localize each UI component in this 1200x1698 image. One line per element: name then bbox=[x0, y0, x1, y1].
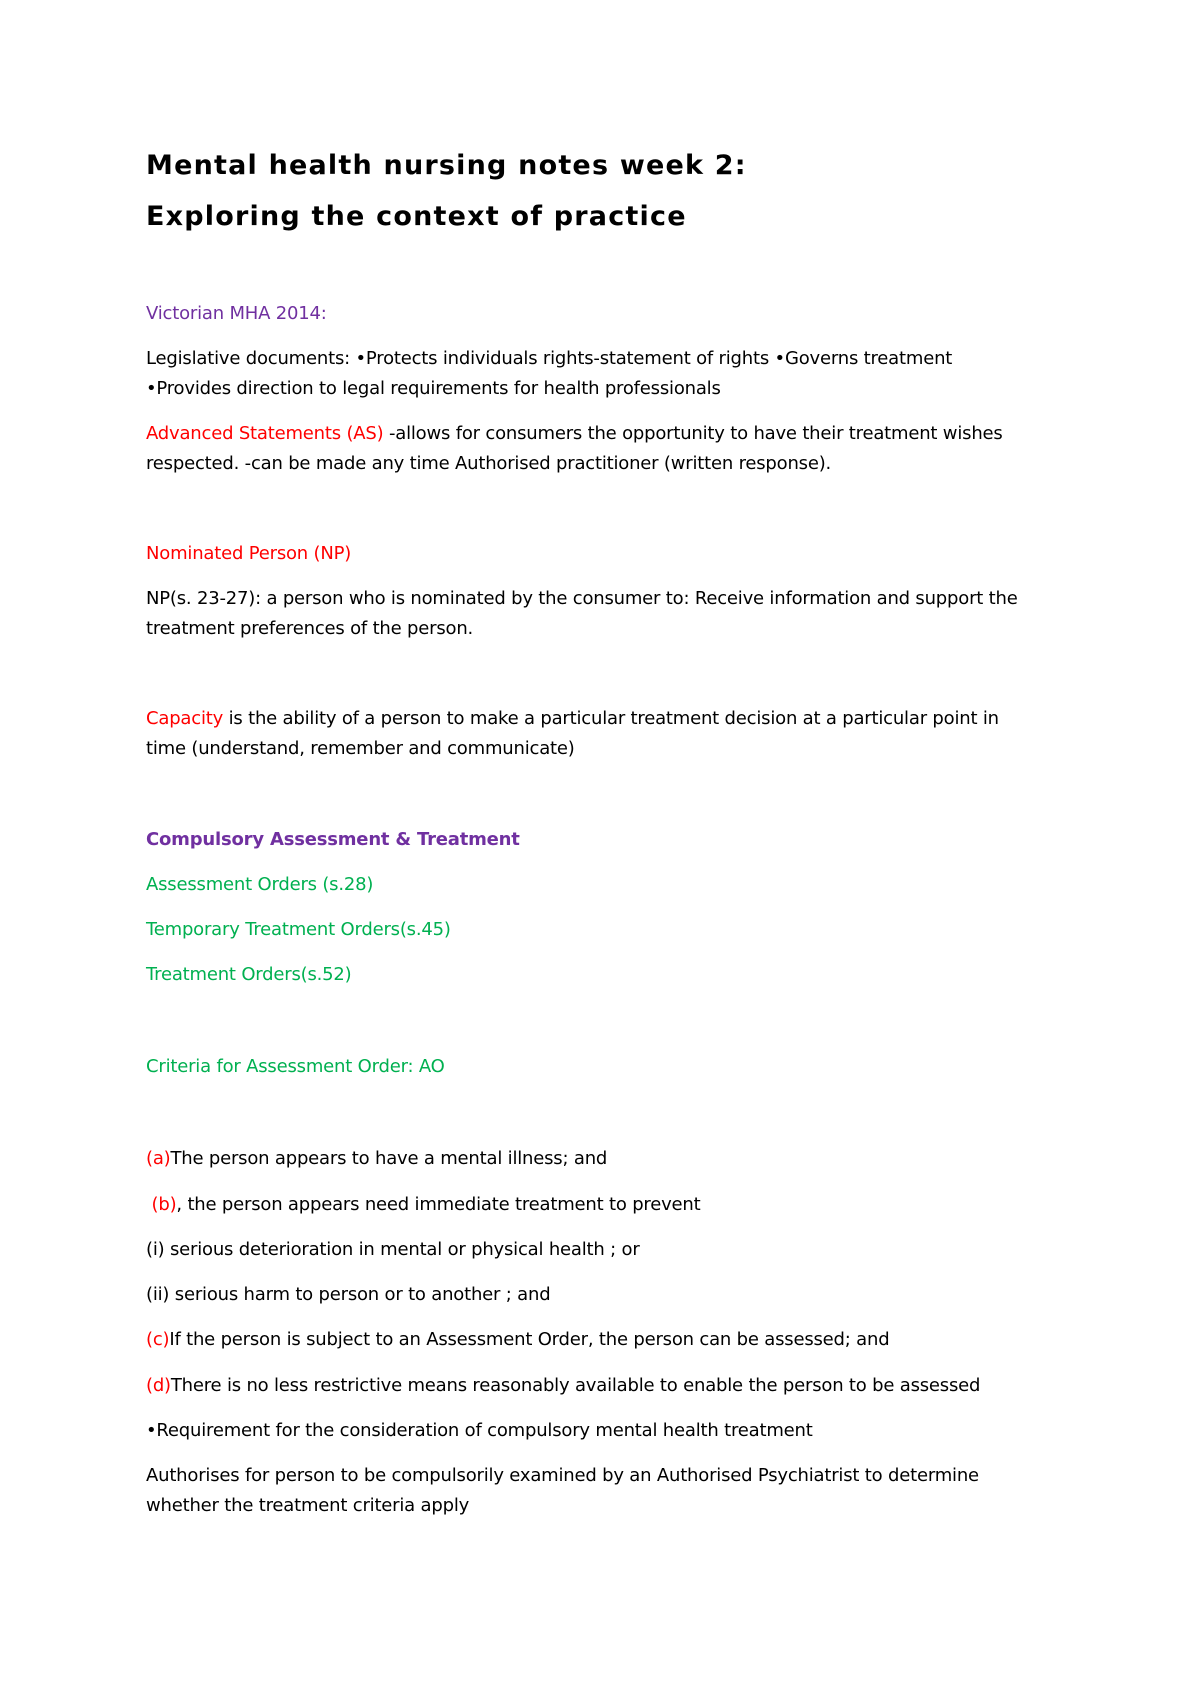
criteria-b bbox=[146, 1190, 1066, 1220]
criteria-d bbox=[146, 1371, 1066, 1401]
nominated-person-line-1: NP(s. 23-27): a person who is nominated by the consumer to: Receive information and support the bbox=[146, 588, 1018, 609]
compulsory-heading: Compulsory Assessment & Treatment bbox=[146, 829, 520, 850]
advanced-statements-text: -allows for consumers the opportunity to have their treatment wishes bbox=[383, 423, 1003, 444]
criteria-ii: (ii) serious harm to person or to another ; and bbox=[146, 1284, 551, 1305]
criteria-a-marker: (a) bbox=[146, 1148, 171, 1169]
nominated-person-line-2: treatment preferences of the person. bbox=[146, 618, 474, 639]
legislative-line-1: Legislative documents: •Protects individuals rights-statement of rights •Governs treatment bbox=[146, 348, 953, 369]
criteria-i: (i) serious deterioration in mental or physical health ; or bbox=[146, 1239, 640, 1260]
criteria-a-text: The person appears to have a mental illness; and bbox=[170, 1148, 608, 1169]
criteria-a bbox=[146, 1144, 1066, 1174]
legislative-line-2: •Provides direction to legal requirements for health professionals bbox=[146, 378, 721, 399]
criteria-b-text: , the person appears need immediate treatment to prevent bbox=[176, 1194, 701, 1215]
requirement-line: •Requirement for the consideration of compulsory mental health treatment bbox=[146, 1420, 813, 1441]
mha-heading: Victorian MHA 2014: bbox=[146, 303, 327, 324]
criteria-b-marker: (b) bbox=[151, 1194, 177, 1215]
authorises-line-1: Authorises for person to be compulsorily examined by an Authorised Psychiatrist to determine bbox=[146, 1465, 979, 1486]
document-body bbox=[146, 140, 1066, 1521]
capacity-term: Capacity bbox=[146, 708, 224, 729]
advanced-statements-line-1 bbox=[146, 419, 1066, 449]
capacity-line-2: time (understand, remember and communicate) bbox=[146, 738, 575, 759]
criteria-heading: Criteria for Assessment Order: AO bbox=[146, 1056, 445, 1077]
criteria-d-marker: (d) bbox=[146, 1375, 171, 1396]
authorises-line-2: whether the treatment criteria apply bbox=[146, 1495, 470, 1516]
criteria-c-marker: (c) bbox=[146, 1329, 170, 1350]
title-line-2: Exploring the context of practice bbox=[146, 201, 687, 232]
criteria-c-text: If the person is subject to an Assessment Order, the person can be assessed; and bbox=[169, 1329, 890, 1350]
criteria-c bbox=[146, 1325, 1066, 1355]
capacity-text: is the ability of a person to make a particular treatment decision at a particular point in bbox=[223, 708, 999, 729]
advanced-statements-term: Advanced Statements (AS) bbox=[146, 423, 384, 444]
advanced-statements-line-2: respected. -can be made any time Authorised practitioner (written response). bbox=[146, 453, 832, 474]
order-item: Assessment Orders (s.28) bbox=[146, 874, 374, 895]
capacity-line-1 bbox=[146, 704, 1066, 734]
order-item: Temporary Treatment Orders(s.45) bbox=[146, 919, 451, 940]
order-item: Treatment Orders(s.52) bbox=[146, 964, 352, 985]
criteria-d-text: There is no less restrictive means reasonably available to enable the person to be assessed bbox=[170, 1375, 981, 1396]
nominated-person-heading: Nominated Person (NP) bbox=[146, 543, 352, 564]
title-line-1: Mental health nursing notes week 2: bbox=[146, 150, 747, 181]
